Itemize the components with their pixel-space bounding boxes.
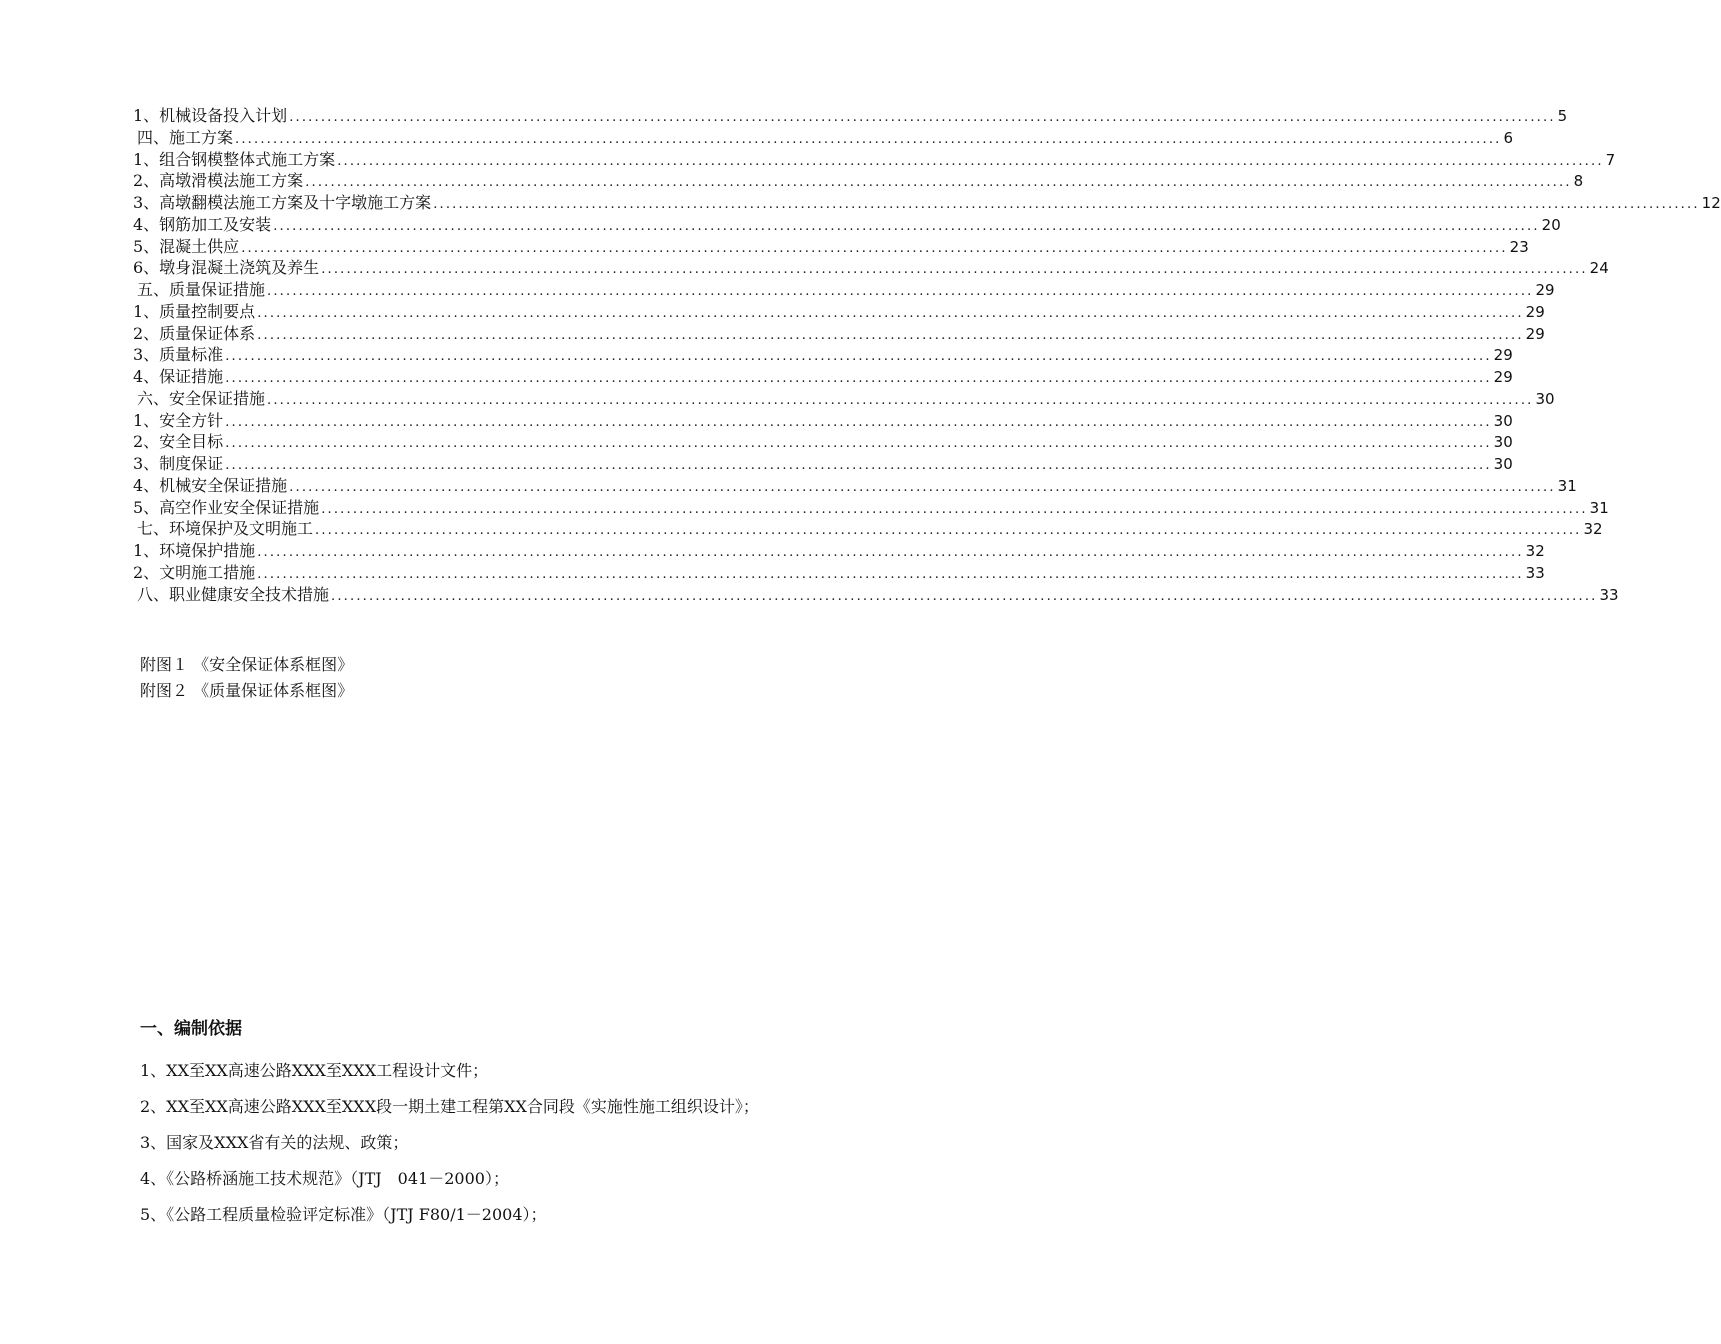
toc-leader-dots: ........................................................................................................................................................................................................ <box>225 371 1492 386</box>
toc-section-row <box>133 518 1603 540</box>
toc-entry-title: 1、质量控制要点 <box>133 301 256 321</box>
toc-leader-dots: ........................................................................................................................................................................................................ <box>257 305 1524 321</box>
toc-entry-title: 3、质量标准 <box>133 345 224 365</box>
toc-page-number: 29 <box>1525 324 1545 343</box>
toc-row <box>133 105 1568 127</box>
basis-item: 2、XX至XX高速公路XXX至XXX段一期土建工程第XX合同段《实施性施工组织设计》； <box>140 1097 759 1116</box>
toc-entry-title: 4、钢筋加工及安装 <box>133 214 272 234</box>
toc-row <box>133 475 1577 497</box>
toc-row <box>133 497 1609 519</box>
toc-leader-dots: ........................................................................................................................................................................................................ <box>289 110 1556 125</box>
toc-row <box>133 214 1561 236</box>
toc-section-row <box>133 279 1555 301</box>
toc-page-number: 12 <box>1701 194 1721 212</box>
toc-entry-title: 1、组合钢模整体式施工方案 <box>133 149 336 169</box>
appendix-item: 附图２ 《质量保证体系框图》 <box>140 681 354 700</box>
toc-leader-dots: ........................................................................................................................................................................................................ <box>257 545 1524 560</box>
appendix-item: 附图１ 《安全保证体系框图》 <box>140 655 354 674</box>
toc-page-number: 8 <box>1573 172 1584 191</box>
toc-leader-dots: ........................................................................................................................................................................................................ <box>321 501 1588 517</box>
toc-entry-title: 五、质量保证措施 <box>137 280 266 299</box>
toc-leader-dots: ........................................................................................................................................................................................................ <box>337 153 1604 169</box>
toc-page-number: 29 <box>1535 281 1555 299</box>
toc-entry-title: 七、环境保护及文明施工 <box>137 519 314 539</box>
toc-row <box>133 323 1545 345</box>
toc-row <box>133 344 1513 366</box>
toc-page-number: 30 <box>1535 389 1555 408</box>
toc-entry-title: 四、施工方案 <box>137 127 234 147</box>
toc-page-number: 5 <box>1557 107 1568 125</box>
toc-entry-title: 六、安全保证措施 <box>137 388 266 408</box>
toc-row <box>133 192 1721 214</box>
toc-entry-title: 2、质量保证体系 <box>133 323 256 343</box>
toc-page-number: 30 <box>1493 411 1513 430</box>
section-heading: 一、编制依据 <box>140 1019 242 1039</box>
toc-page-number: 29 <box>1493 346 1513 365</box>
toc-row <box>133 257 1609 279</box>
toc-leader-dots: ........................................................................................................................................................................................................ <box>315 523 1582 539</box>
toc-leader-dots: ........................................................................................................................................................................................................ <box>321 262 1588 278</box>
toc-leader-dots: ........................................................................................................................................................................................................ <box>267 284 1534 299</box>
toc-section-row <box>133 388 1555 410</box>
toc-page-number: 20 <box>1541 215 1561 234</box>
toc-page-number: 32 <box>1583 520 1603 539</box>
toc-row <box>133 540 1545 562</box>
toc-leader-dots: ........................................................................................................................................................................................................ <box>305 175 1572 191</box>
toc-entry-title: 八、职业健康安全技术措施 <box>137 584 330 604</box>
toc-row <box>133 149 1616 171</box>
basis-item: 4、《公路桥涵施工技术规范》（JTJ 041－2000）； <box>140 1169 509 1188</box>
toc-page-number: 29 <box>1525 302 1545 321</box>
toc-page-number: 32 <box>1525 542 1545 560</box>
toc-page-number: 30 <box>1493 455 1513 473</box>
toc-entry-title: 4、保证措施 <box>133 367 224 386</box>
toc-entry-title: 3、制度保证 <box>133 454 224 473</box>
basis-item: 3、国家及XXX省有关的法规、政策； <box>140 1133 409 1152</box>
toc-page-number: 29 <box>1493 368 1513 386</box>
toc-leader-dots: ........................................................................................................................................................................................................ <box>225 414 1492 430</box>
toc-leader-dots: ........................................................................................................................................................................................................ <box>257 327 1524 343</box>
toc-page-number: 31 <box>1589 498 1609 517</box>
toc-page-number: 6 <box>1503 128 1514 147</box>
toc-row <box>133 366 1513 388</box>
appendix-list <box>140 652 353 704</box>
toc-leader-dots: ........................................................................................................................................................................................................ <box>273 218 1540 234</box>
toc-row <box>133 562 1545 584</box>
toc-leader-dots: ........................................................................................................................................................................................................ <box>289 479 1556 495</box>
toc-entry-title: 2、安全目标 <box>133 432 224 452</box>
basis-item: 5、《公路工程质量检验评定标准》（JTJ F80/1－2004）； <box>140 1205 547 1224</box>
toc-page-number: 33 <box>1525 563 1545 582</box>
toc-leader-dots: ........................................................................................................................................................................................................ <box>257 566 1524 582</box>
toc-leader-dots: ........................................................................................................................................................................................................ <box>241 240 1508 256</box>
toc-entry-title: 6、墩身混凝土浇筑及养生 <box>133 258 320 278</box>
toc-row <box>133 410 1513 432</box>
toc-leader-dots: ........................................................................................................................................................................................................ <box>267 392 1534 408</box>
toc-page-number: 30 <box>1493 433 1513 452</box>
basis-list <box>140 1058 759 1238</box>
toc-entry-title: 1、机械设备投入计划 <box>133 106 288 125</box>
toc-leader-dots: ........................................................................................................................................................................................................ <box>235 131 1502 147</box>
toc-entry-title: 1、环境保护措施 <box>133 541 256 560</box>
toc-entry-title: 4、机械安全保证措施 <box>133 475 288 495</box>
toc-leader-dots: ........................................................................................................................................................................................................ <box>331 588 1598 604</box>
basis-item: 1、XX至XX高速公路XXX至XXX工程设计文件； <box>140 1061 489 1080</box>
toc-page-number: 33 <box>1599 585 1619 604</box>
toc-entry-title: 2、高墩滑模法施工方案 <box>133 171 304 191</box>
toc-page-number: 24 <box>1589 259 1609 278</box>
toc-page-number: 23 <box>1509 237 1529 256</box>
table-of-contents <box>133 105 1721 605</box>
toc-page-number: 7 <box>1605 150 1616 169</box>
toc-entry-title: 5、混凝土供应 <box>133 236 240 256</box>
toc-entry-title: 5、高空作业安全保证措施 <box>133 497 320 517</box>
toc-entry-title: 3、高墩翻模法施工方案及十字墩施工方案 <box>133 193 432 212</box>
toc-page-number: 31 <box>1557 476 1577 495</box>
toc-leader-dots: ........................................................................................................................................................................................................ <box>225 458 1492 473</box>
toc-section-row <box>133 584 1619 606</box>
toc-row <box>133 170 1584 192</box>
toc-entry-title: 1、安全方针 <box>133 410 224 430</box>
toc-row <box>133 301 1545 323</box>
toc-row <box>133 453 1513 475</box>
toc-row <box>133 431 1513 453</box>
toc-row <box>133 236 1529 258</box>
toc-leader-dots: ........................................................................................................................................................................................................ <box>225 436 1492 452</box>
toc-leader-dots: ........................................................................................................................................................................................................ <box>433 197 1700 212</box>
toc-entry-title: 2、文明施工措施 <box>133 562 256 582</box>
toc-leader-dots: ........................................................................................................................................................................................................ <box>225 349 1492 365</box>
toc-section-row <box>133 127 1514 149</box>
